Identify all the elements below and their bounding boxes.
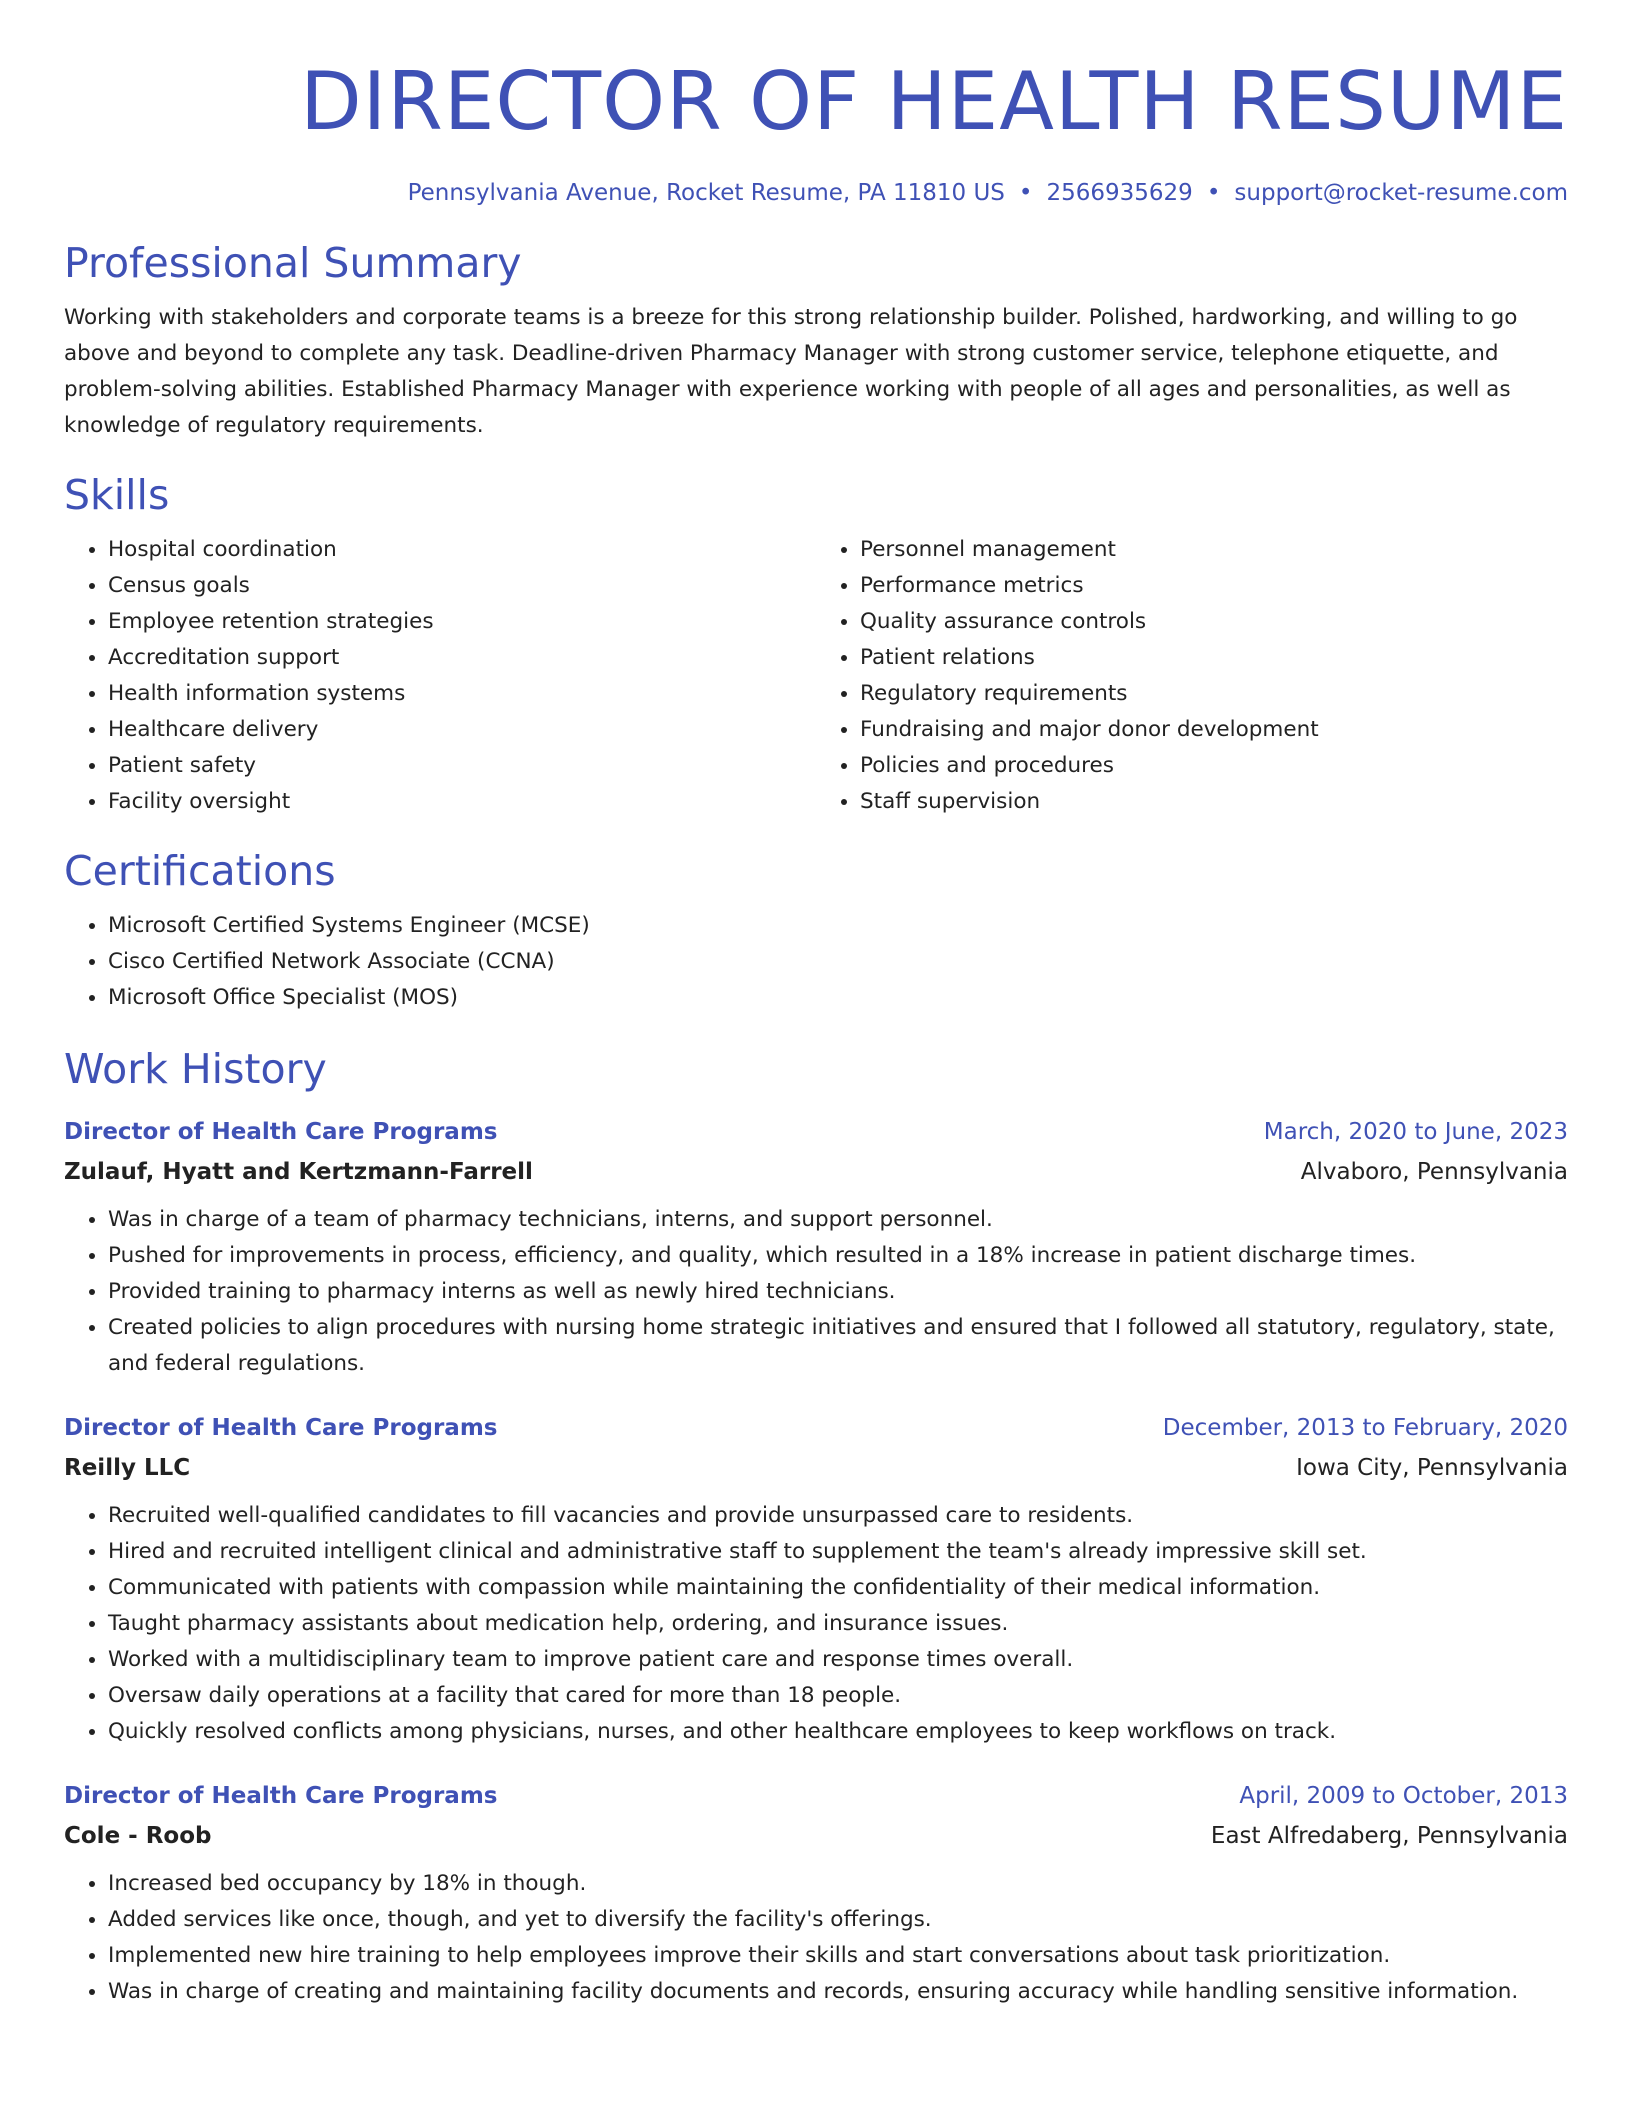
skill-item: • Hospital coordination — [108, 532, 816, 568]
job-bullet: • Increased bed occupancy by 18% in though. — [108, 1866, 1568, 1902]
job-entry — [64, 1408, 1568, 1750]
work-history-heading: Work History — [64, 1045, 327, 1093]
skill-item: • Personnel management — [860, 532, 1568, 568]
skill-item: • Staff supervision — [860, 784, 1568, 820]
contact-separator: • — [1206, 180, 1221, 206]
certifications-heading: Certifications — [64, 847, 336, 895]
job-role: Director of Health Care Programs — [64, 1415, 498, 1441]
job-dates: December, 2013 to February, 2020 — [1162, 1415, 1568, 1441]
resume-title: DIRECTOR OF HEALTH RESUME — [300, 55, 1568, 148]
job-role: Director of Health Care Programs — [64, 1119, 498, 1145]
job-bullet: • Recruited well-qualified candidates to fill vacancies and provide unsurpassed care to residents. — [108, 1498, 1568, 1534]
job-header-row — [64, 1112, 1568, 1152]
job-bullet: • Provided training to pharmacy interns as well as newly hired technicians. — [108, 1274, 1568, 1310]
job-bullets — [64, 1498, 1568, 1750]
job-location: East Alfredaberg, Pennsylvania — [1210, 1823, 1568, 1849]
job-company-row — [64, 1448, 1568, 1488]
job-dates: March, 2020 to June, 2023 — [1263, 1119, 1568, 1145]
job-bullet: • Worked with a multidisciplinary team to improve patient care and response times overall. — [108, 1642, 1568, 1678]
contact-address: Pennsylvania Avenue, Rocket Resume, PA 11810 US — [407, 180, 1005, 206]
job-bullet: • Communicated with patients with compassion while maintaining the confidentiality of their medical information. — [108, 1570, 1568, 1606]
job-company-row — [64, 1152, 1568, 1192]
skill-item: • Health information systems — [108, 676, 816, 712]
contact-separator: • — [1018, 180, 1033, 206]
skill-item: • Healthcare delivery — [108, 712, 816, 748]
certification-item: • Microsoft Office Specialist (MOS) — [108, 980, 1568, 1016]
job-location: Alvaboro, Pennsylvania — [1300, 1159, 1568, 1185]
skill-item: • Performance metrics — [860, 568, 1568, 604]
contact-email: support@rocket-resume.com — [1234, 180, 1568, 206]
skills-columns — [64, 532, 1568, 820]
skills-list-left — [64, 532, 816, 820]
skill-item: • Census goals — [108, 568, 816, 604]
job-bullet: • Oversaw daily operations at a facility that cared for more than 18 people. — [108, 1678, 1568, 1714]
job-header-row — [64, 1776, 1568, 1816]
job-dates: April, 2009 to October, 2013 — [1239, 1783, 1568, 1809]
job-bullet: • Pushed for improvements in process, efficiency, and quality, which resulted in a 18% increase in patient discharge times. — [108, 1238, 1568, 1274]
summary-text: Working with stakeholders and corporate teams is a breeze for this strong relationship builder. Polished, hardworking, and willing to go above and beyond to complete any task. Deadline-driven Pharmacy Manager with strong customer service, telephone etiquette, and problem-solving abilities. Established Pharmacy Manager with experience working with people of all ages and personalities, as well as knowledge of regulatory requirements. — [64, 305, 1518, 438]
skill-item: • Quality assurance controls — [860, 604, 1568, 640]
job-bullet: • Hired and recruited intelligent clinical and administrative staff to supplement the team's already impressive skill set. — [108, 1534, 1568, 1570]
skill-item: • Accreditation support — [108, 640, 816, 676]
job-bullet: • Created policies to align procedures with nursing home strategic initiatives and ensured that I followed all statutory, regulatory, state, and federal regulations. — [108, 1310, 1568, 1382]
job-bullets — [64, 1202, 1568, 1382]
skill-item: • Facility oversight — [108, 784, 816, 820]
job-header-row — [64, 1408, 1568, 1448]
certifications-list — [64, 908, 1568, 1016]
job-entry — [64, 1112, 1568, 1382]
job-bullet: • Added services like once, though, and yet to diversify the facility's offerings. — [108, 1902, 1568, 1938]
job-location: Iowa City, Pennsylvania — [1296, 1455, 1568, 1481]
contact-line — [64, 178, 1568, 208]
certification-item: • Microsoft Certified Systems Engineer (MCSE) — [108, 908, 1568, 944]
job-company: Zulauf, Hyatt and Kertzmann-Farrell — [64, 1159, 533, 1185]
certification-item: • Cisco Certified Network Associate (CCNA) — [108, 944, 1568, 980]
skill-item: • Employee retention strategies — [108, 604, 816, 640]
skill-item: • Patient relations — [860, 640, 1568, 676]
job-company: Reilly LLC — [64, 1455, 191, 1481]
job-bullet: • Taught pharmacy assistants about medication help, ordering, and insurance issues. — [108, 1606, 1568, 1642]
contact-phone: 2566935629 — [1046, 180, 1193, 206]
summary-heading: Professional Summary — [64, 239, 522, 287]
job-company: Cole - Roob — [64, 1823, 212, 1849]
job-company-row — [64, 1816, 1568, 1856]
job-bullet: • Was in charge of a team of pharmacy technicians, interns, and support personnel. — [108, 1202, 1568, 1238]
skills-list-right — [816, 532, 1568, 820]
job-bullet: • Quickly resolved conflicts among physicians, nurses, and other healthcare employees to keep workflows on track. — [108, 1714, 1568, 1750]
skill-item: • Policies and procedures — [860, 748, 1568, 784]
job-entry — [64, 1776, 1568, 2010]
skills-heading: Skills — [64, 471, 170, 519]
skill-item: • Fundraising and major donor development — [860, 712, 1568, 748]
skill-item: • Regulatory requirements — [860, 676, 1568, 712]
job-role: Director of Health Care Programs — [64, 1783, 498, 1809]
job-bullet: • Implemented new hire training to help employees improve their skills and start conversations about task prioritization. — [108, 1938, 1568, 1974]
job-bullets — [64, 1866, 1568, 2010]
skill-item: • Patient safety — [108, 748, 816, 784]
job-bullet: • Was in charge of creating and maintaining facility documents and records, ensuring accuracy while handling sensitive information. — [108, 1974, 1568, 2010]
